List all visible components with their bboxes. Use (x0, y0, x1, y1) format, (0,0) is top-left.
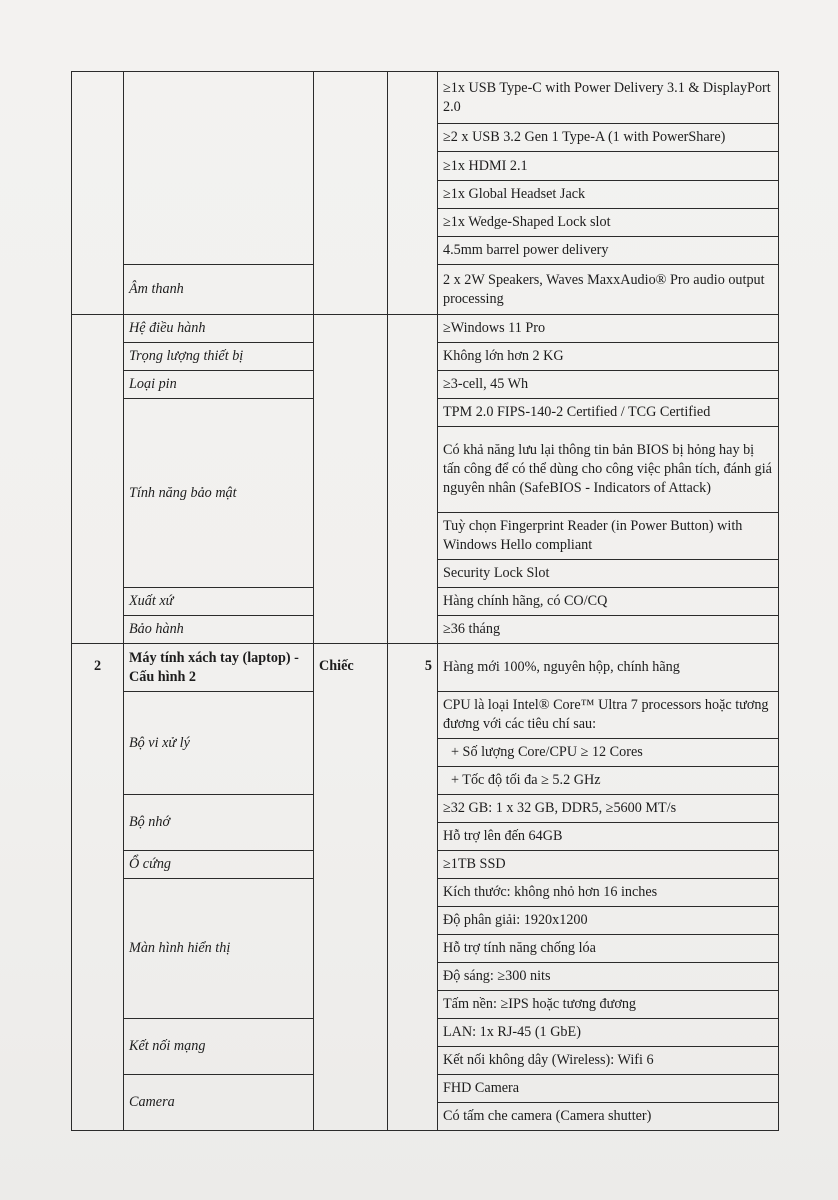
screen-spec: Độ phân giải: 1920x1200 (438, 907, 779, 935)
xuat-xu-spec: Hàng chính hãng, có CO/CQ (438, 588, 779, 616)
trong-luong-spec: Không lớn hơn 2 KG (438, 343, 779, 371)
spec-cell: ≥1x USB Type-C with Power Delivery 3.1 & DisplayPort 2.0 (438, 72, 779, 124)
bao-mat-spec: Tuỳ chọn Fingerprint Reader (in Power Button) with Windows Hello compliant (438, 513, 779, 560)
screen-spec: Độ sáng: ≥300 nits (438, 963, 779, 991)
ram-spec: Hỗ trợ lên đến 64GB (438, 823, 779, 851)
spec-cell: ≥1x Wedge-Shaped Lock slot (438, 209, 779, 237)
ram-label: Bộ nhớ (124, 795, 314, 851)
bao-hanh-spec: ≥36 tháng (438, 616, 779, 644)
qty-cell (388, 72, 438, 315)
net-label: Kết nối mạng (124, 1019, 314, 1075)
cpu-spec-text: + Số lượng Core/CPU ≥ 12 Cores (451, 744, 643, 760)
screen-spec: Tấm nền: ≥IPS hoặc tương đương (438, 991, 779, 1019)
bao-mat-label: Tính năng bảo mật (124, 399, 314, 588)
cpu-spec (438, 739, 779, 767)
unit-cell (314, 72, 388, 315)
am-thanh-spec: 2 x 2W Speakers, Waves MaxxAudio® Pro audio output processing (438, 265, 779, 315)
table-row (72, 315, 779, 343)
xuat-xu-label: Xuất xứ (124, 588, 314, 616)
screen-spec: Kích thước: không nhỏ hơn 16 inches (438, 879, 779, 907)
spec-cell: 4.5mm barrel power delivery (438, 237, 779, 265)
bao-hanh-label: Bảo hành (124, 616, 314, 644)
hdh-spec: ≥Windows 11 Pro (438, 315, 779, 343)
ram-spec: ≥32 GB: 1 x 32 GB, DDR5, ≥5600 MT/s (438, 795, 779, 823)
cpu-label: Bộ vi xử lý (124, 692, 314, 795)
net-spec: LAN: 1x RJ-45 (1 GbE) (438, 1019, 779, 1047)
spec-table (71, 71, 779, 1131)
spec-cell: ≥1x Global Headset Jack (438, 181, 779, 209)
cpu-spec (438, 767, 779, 795)
unit-cell (314, 315, 388, 644)
spec-cell: ≥1x HDMI 2.1 (438, 152, 779, 181)
disk-label: Ổ cứng (124, 851, 314, 879)
item2-unit: Chiếc (314, 644, 388, 1131)
table-row (72, 644, 779, 692)
bao-mat-spec: Có khả năng lưu lại thông tin bản BIOS bị hỏng hay bị tấn công để có thể dùng cho công việc phân tích, đánh giá nguyên nhân (SafeBIOS - Indicators of Attack) (438, 427, 779, 513)
cpu-spec: CPU là loại Intel® Core™ Ultra 7 processors hoặc tương đương với các tiêu chí sau: (438, 692, 779, 739)
cam-label: Camera (124, 1075, 314, 1131)
stt-cell (72, 72, 124, 315)
cam-spec: Có tấm che camera (Camera shutter) (438, 1103, 779, 1131)
hdh-label: Hệ điều hành (124, 315, 314, 343)
pin-spec: ≥3-cell, 45 Wh (438, 371, 779, 399)
name-cell (124, 72, 314, 265)
bao-mat-spec: Security Lock Slot (438, 560, 779, 588)
screen-spec: Hỗ trợ tính năng chống lóa (438, 935, 779, 963)
trong-luong-label: Trọng lượng thiết bị (124, 343, 314, 371)
cam-spec: FHD Camera (438, 1075, 779, 1103)
screen-label: Màn hình hiển thị (124, 879, 314, 1019)
item2-spec: Hàng mới 100%, nguyên hộp, chính hãng (438, 644, 779, 692)
pin-label: Loại pin (124, 371, 314, 399)
qty-cell (388, 315, 438, 644)
cpu-spec-text: + Tốc độ tối đa ≥ 5.2 GHz (451, 772, 601, 788)
item2-stt: 2 (72, 644, 124, 1131)
spec-cell: ≥2 x USB 3.2 Gen 1 Type-A (1 with PowerShare) (438, 124, 779, 152)
item2-name: Máy tính xách tay (laptop) - Cấu hình 2 (124, 644, 314, 692)
table-row (72, 72, 779, 124)
net-spec: Kết nối không dây (Wireless): Wifi 6 (438, 1047, 779, 1075)
item2-qty: 5 (388, 644, 438, 1131)
stt-cell (72, 315, 124, 644)
am-thanh-label: Âm thanh (124, 265, 314, 315)
disk-spec: ≥1TB SSD (438, 851, 779, 879)
bao-mat-spec: TPM 2.0 FIPS-140-2 Certified / TCG Certified (438, 399, 779, 427)
